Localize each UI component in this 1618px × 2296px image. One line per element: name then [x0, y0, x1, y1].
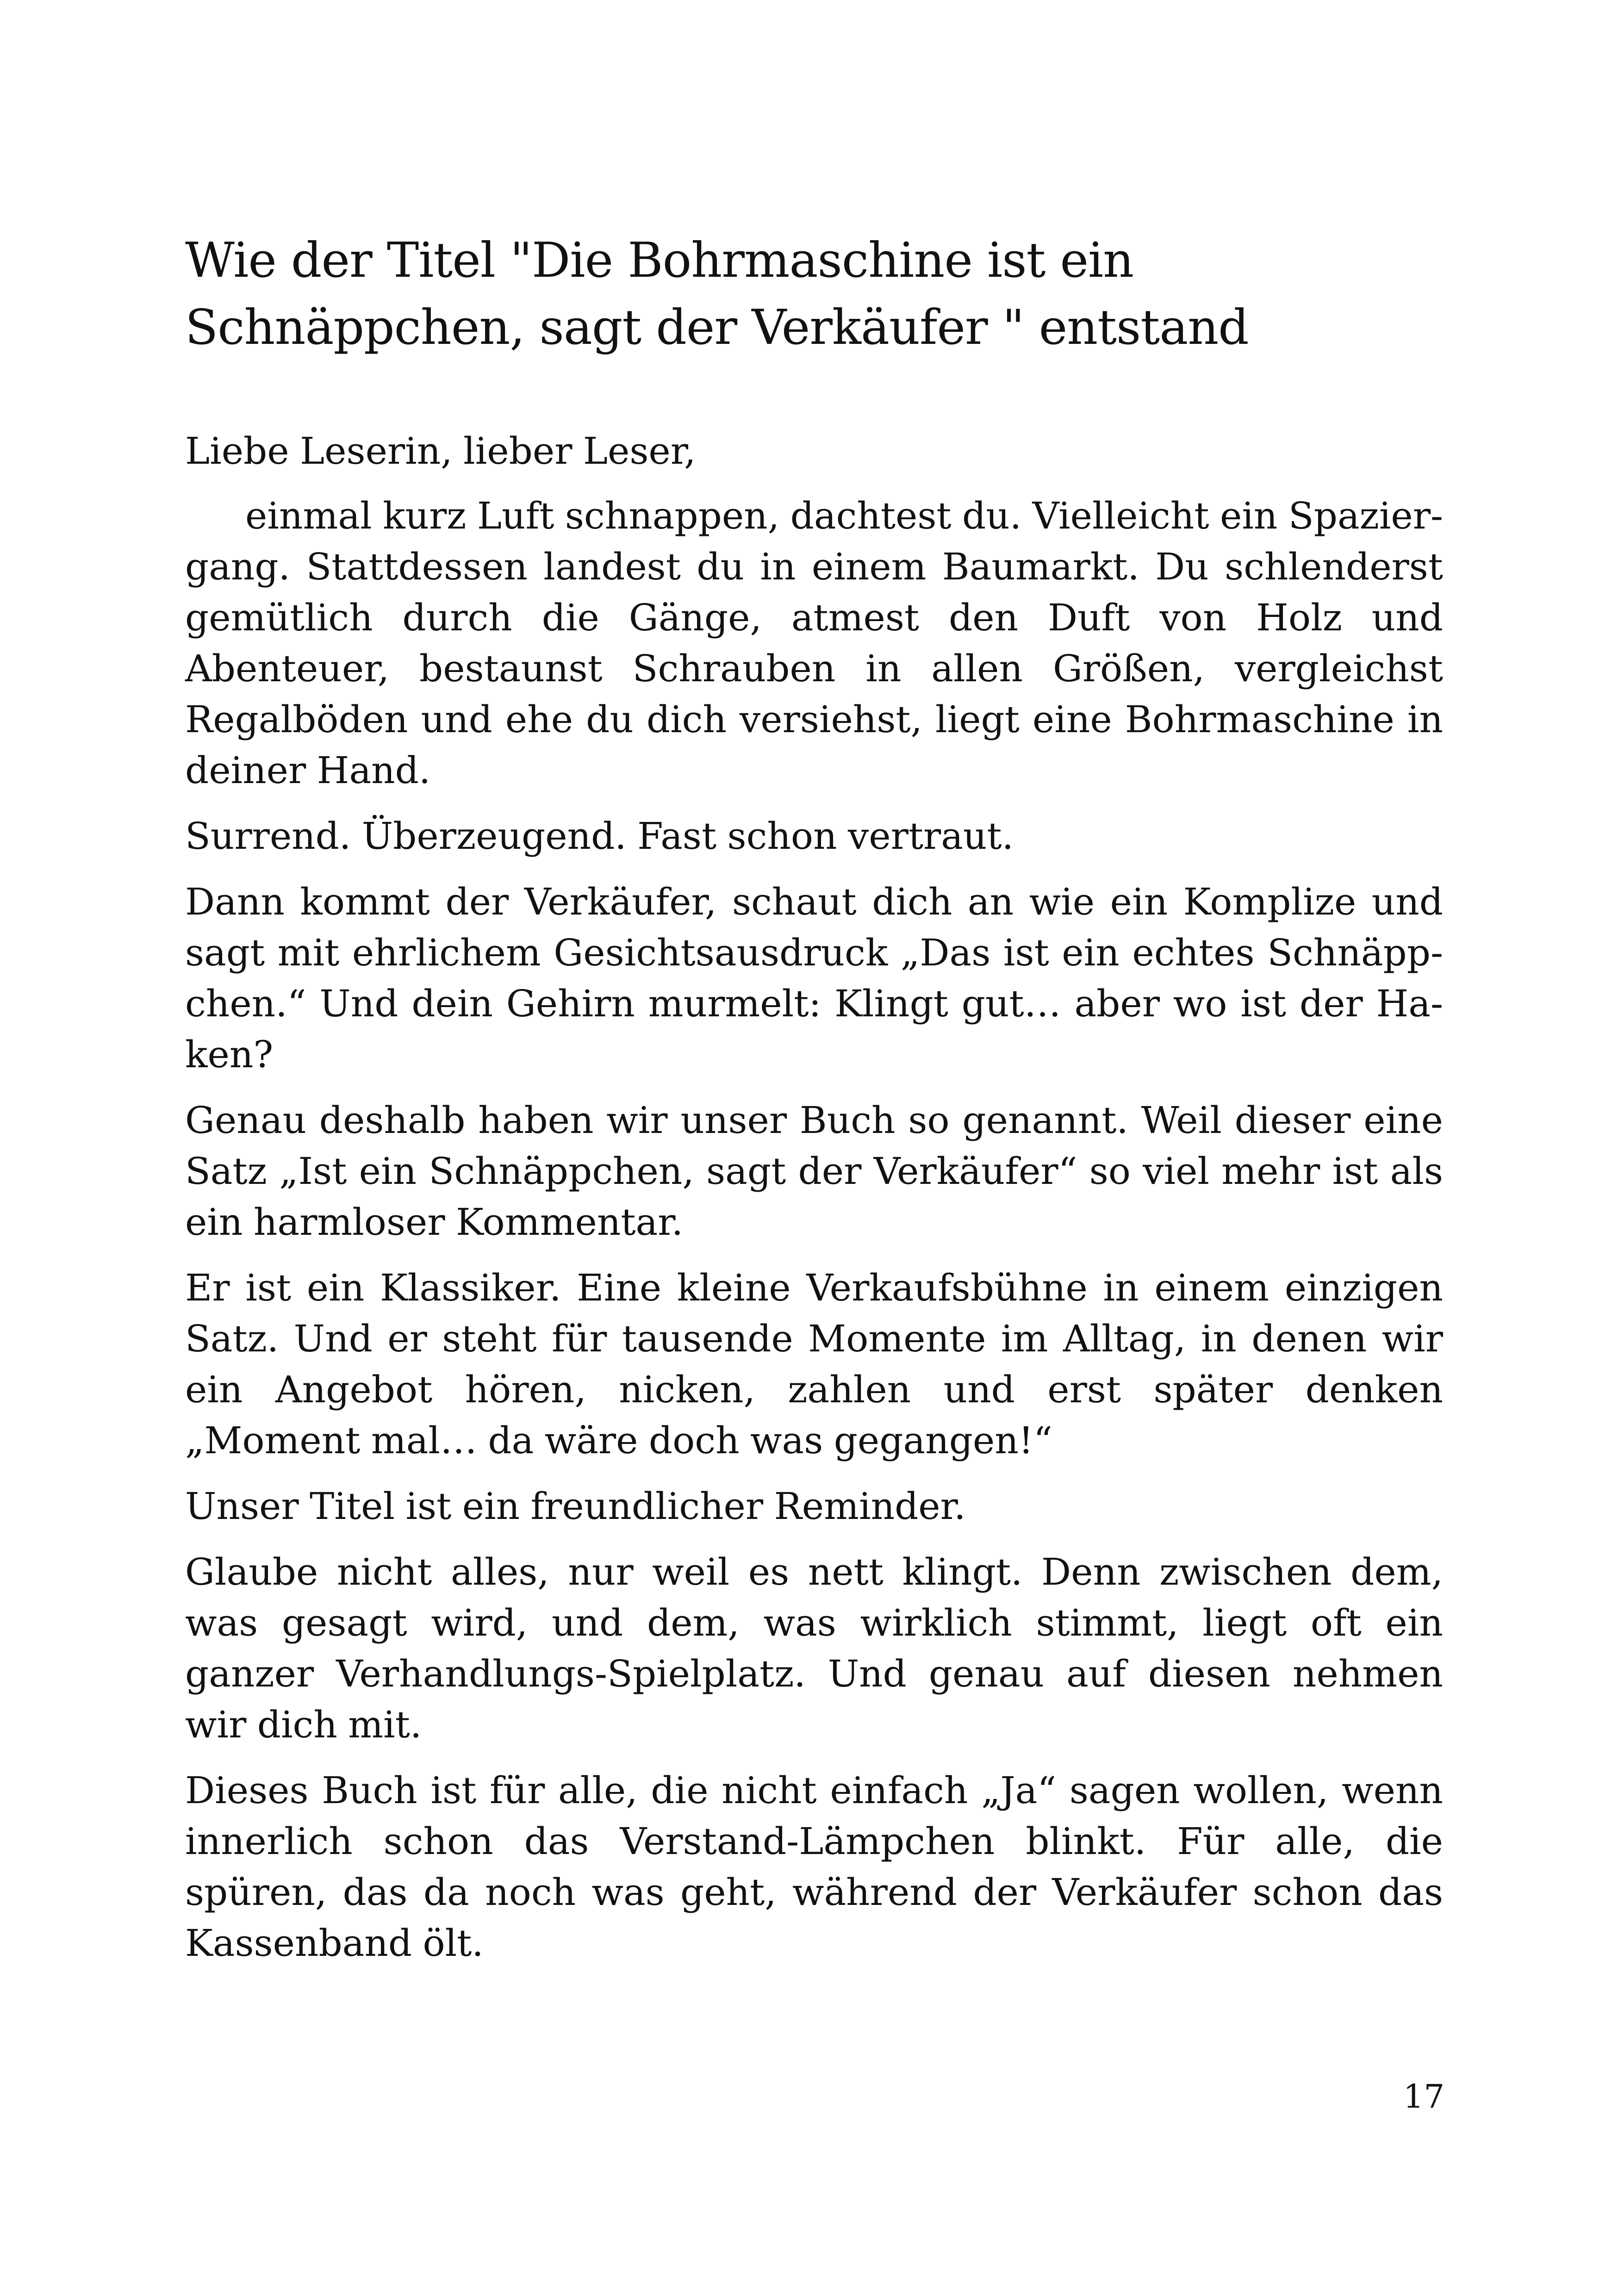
intro-paragraph: einmal kurz Luft schnappen, dachtest du. Vielleicht ein Spaziergang. Stattdessen landest du in einem Baumarkt. Du schlenderst gemütlich durch die Gänge, atmest den Duft von Holz und Abenteuer, bestaunst Schrauben in allen Größen, vergleichst Regalböden und ehe du dich versiehst, liegt eine Bohrmaschine in deiner Hand. — [185, 494, 1443, 792]
paragraph: Dieses Buch ist für alle, die nicht einfach „Ja“ sagen wollen, wenn innerlich schon das Verstand-Lämpchen blinkt. Für alle, die spüren, das da noch was geht, während der Verkäufer schon das Kassenband ölt. — [185, 1769, 1443, 1965]
paragraph: Dann kommt der Verkäufer, schaut dich an wie ein Komplize und sagt mit ehrlichem Gesichtsausdruck „Das ist ein echtes Schnäppchen.“ Und dein Gehirn murmelt: Klingt gut… aber wo ist der Haken? — [185, 880, 1443, 1076]
body-text — [185, 426, 1443, 1984]
paragraph: Glaube nicht alles, nur weil es nett klingt. Denn zwischen dem, was gesagt wird, und dem, was wirklich stimmt, liegt oft ein ganzer Verhandlungs-Spielplatz. Und genau auf diesen nehmen wir dich mit. — [185, 1550, 1443, 1746]
chapter-title: Wie der Titel "Die Bohrmaschine ist ein Schnäppchen, sagt der Verkäufer " entstand — [185, 232, 1249, 355]
paragraph: Unser Titel ist ein freundlicher Reminder. — [185, 1485, 966, 1528]
paragraph: Er ist ein Klassiker. Eine kleine Verkaufsbühne in einem einzigen Satz. Und er steht für tausende Momente im Alltag, in denen wir ein Angebot hören, nicken, zahlen und erst später denken „Moment mal… da wäre doch was gegangen!“ — [185, 1266, 1443, 1462]
paragraph: Genau deshalb haben wir unser Buch so genannt. Weil dieser eine Satz „Ist ein Schnäppchen, sagt der Verkäufer“ so viel mehr ist als ein harmloser Kommentar. — [185, 1099, 1443, 1244]
page-number: 17 — [1403, 2078, 1444, 2116]
salutation-paragraph: Liebe Leserin, lieber Leser, — [185, 429, 696, 473]
paragraph: Surrend. Überzeugend. Fast schon vertraut. — [185, 815, 1014, 858]
